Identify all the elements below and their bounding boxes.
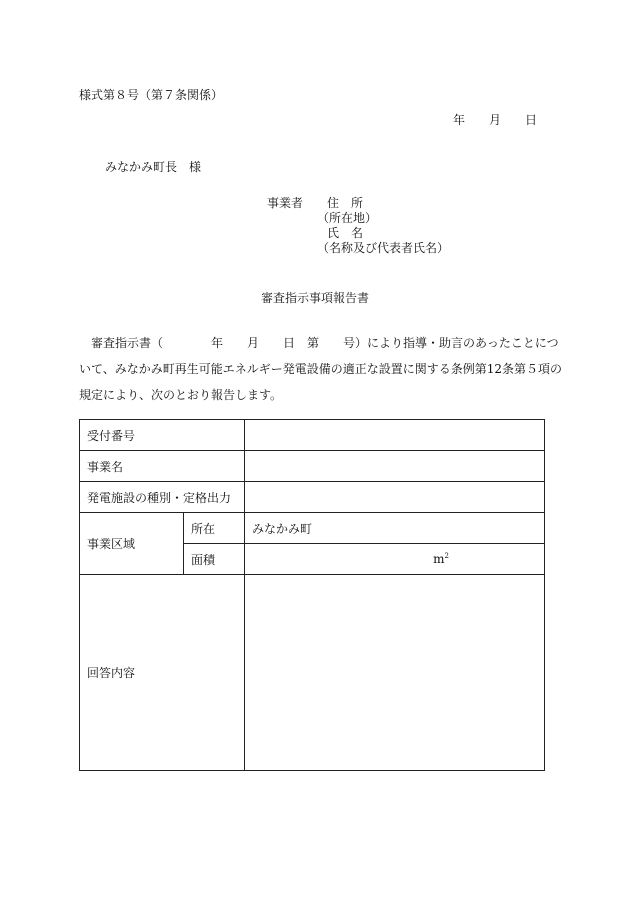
name-note: （名称及び代表者氏名） <box>317 241 450 255</box>
project-name-label: 事業名 <box>80 451 245 482</box>
location-field[interactable]: みなかみ町 <box>245 513 545 544</box>
address-label: 住 所 <box>327 196 364 210</box>
size-label: 面積 <box>184 544 245 575</box>
project-area-label: 事業区域 <box>80 513 184 575</box>
size-unit: m <box>433 552 445 566</box>
name-label: 氏 名 <box>327 226 364 240</box>
table-row <box>80 513 545 544</box>
applicant-role: 事業者 <box>267 196 304 210</box>
date-line <box>453 111 537 128</box>
address-note: （所在地） <box>317 211 378 225</box>
date-month-label: 月 <box>489 113 502 127</box>
project-name-field[interactable] <box>245 451 545 482</box>
table-row <box>80 420 545 451</box>
receipt-number-field[interactable] <box>245 420 545 451</box>
table-row <box>80 482 545 513</box>
answer-field[interactable] <box>245 575 545 771</box>
date-year-label: 年 <box>453 113 466 127</box>
date-day-label: 日 <box>525 113 538 127</box>
receipt-number-label: 受付番号 <box>80 420 245 451</box>
table-row <box>80 575 545 771</box>
facility-type-label: 発電施設の種別・定格出力 <box>80 482 245 513</box>
body-paragraph <box>79 330 563 408</box>
facility-type-field[interactable] <box>245 482 545 513</box>
answer-label: 回答内容 <box>80 575 245 771</box>
body-line: 規定により、次のとおり報告します。 <box>79 388 283 402</box>
location-label: 所在 <box>184 513 245 544</box>
body-line: 審査指示書（ 年 月 日 第 号）により指導・助言のあったことにつ <box>79 336 559 350</box>
applicant-block <box>267 196 449 256</box>
size-unit-exponent: 2 <box>444 552 449 560</box>
body-line: いて、みなかみ町再生可能エネルギー発電設備の適正な設置に関する条例第12条第５項の <box>79 362 563 376</box>
report-table <box>79 419 545 771</box>
table-row <box>80 451 545 482</box>
size-field[interactable] <box>245 544 545 575</box>
addressee: みなかみ町長 様 <box>105 160 202 174</box>
form-number: 様式第８号（第７条関係） <box>79 88 224 102</box>
document-title: 審査指示事項報告書 <box>260 291 369 305</box>
